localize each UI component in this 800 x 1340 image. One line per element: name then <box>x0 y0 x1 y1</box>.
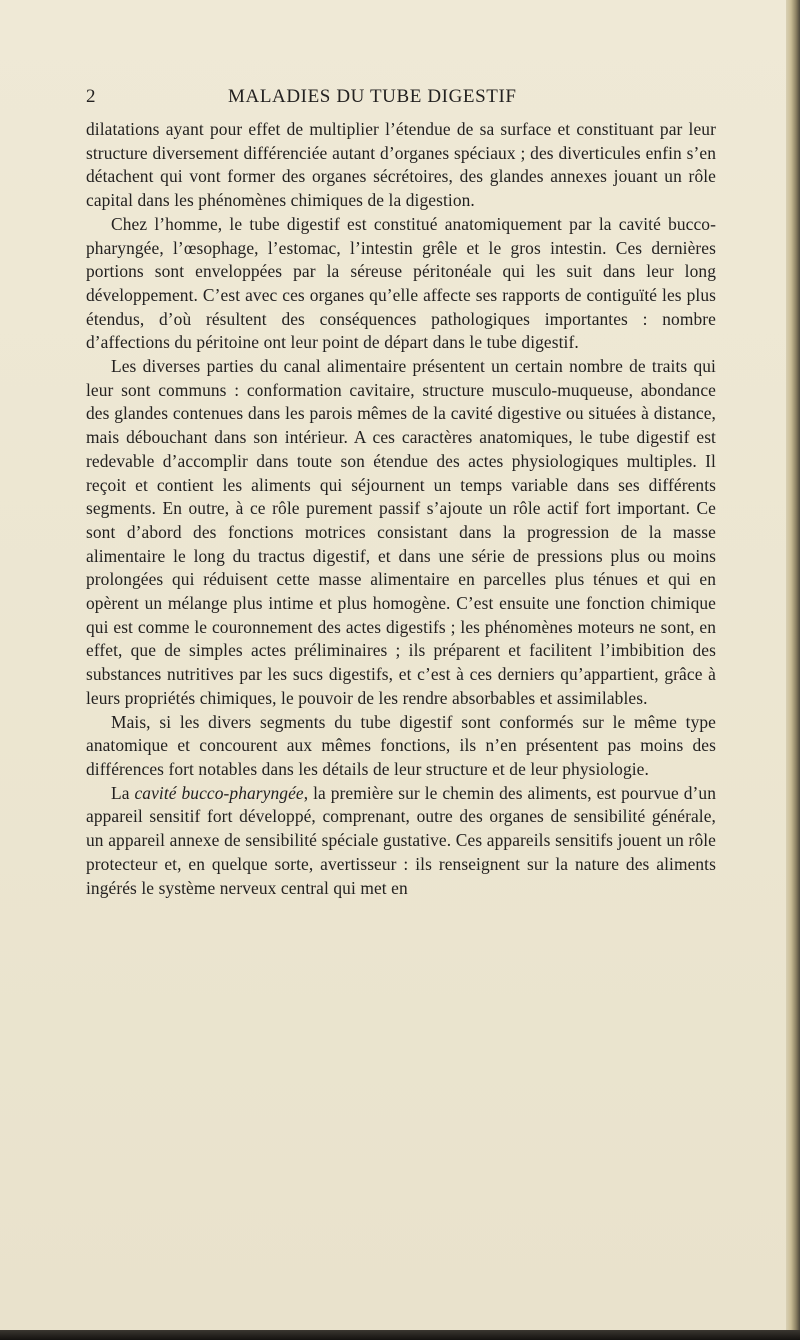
paragraph-lead: La <box>111 782 135 803</box>
paragraph-rest: , la première sur le chemin des aliments, est pourvue d’un appareil sensitif fort développé, comprenant, outre des organes de sensibilité générale, un appareil annexe de sensibilité spéciale gustative. Ces appareils sensitifs jouent un rôle protecteur et, en quelque sorte, avertisseur : ils renseignent sur la nature des aliments ingérés le système nerveux central qui met en <box>86 782 716 898</box>
emphasized-term: cavité bucco-pharyngée <box>134 782 304 803</box>
page-edge-shadow <box>786 0 800 1330</box>
paragraph: Mais, si les divers segments du tube digestif sont conformés sur le même type anatomique et concourent aux mêmes fonctions, ils n’en présentent pas moins des différences fort notables dans les détails de leur structure et de leur physiologie. <box>86 711 716 779</box>
paragraph: Les diverses parties du canal alimentaire présentent un certain nombre de traits qui leur sont communs : conformation cavitaire, structure musculo-muqueuse, abondance des glandes contenues dans les parois mêmes de la cavité digestive ou situées à distance, mais débouchant dans son intérieur. A ces caractères anatomiques, le tube digestif est redevable d’accomplir dans toute son étendue des actes physiologiques multiples. Il reçoit et contient les aliments qui séjournent un temps variable dans ses différents segments. En outre, à ce rôle purement passif s’ajoute un rôle actif fort important. Ce sont d’abord des fonctions motrices consistant dans la progression de la masse alimentaire le long du tractus digestif, et dans une série de pressions plus ou moins prolongées qui réduisent cette masse alimentaire en parcelles plus ténues et qui en opèrent un mélange plus intime et plus homogène. C’est ensuite une fonction chimique qui est comme le couronnement des actes digestifs ; les phénomènes moteurs ne sont, en effet, que de simples actes préliminaires ; ils préparent et facilitent l’imbibition des substances nutritives par les sucs digestifs, et c’est à ces derniers qu’appartient, grâce à leurs propriétés chimiques, le pouvoir de les rendre absorbables et assimilables. <box>86 356 716 708</box>
paragraph <box>86 782 716 901</box>
scan-bottom-border <box>0 1330 800 1340</box>
paragraph: Chez l’homme, le tube digestif est constitué anatomiquement par la cavité bucco-pharyngée, l’œsophage, l’estomac, l’intestin grêle et le gros intestin. Ces dernières portions sont enveloppées par la séreuse péritonéale qui les suit dans leur long développement. C’est avec ces organes qu’elle affecte ses rapports de contiguïté les plus étendus, d’où résultent des conséquences pathologiques importantes : nombre d’affections du péritoine ont leur point de départ dans le tube digestif. <box>86 213 716 353</box>
page-header <box>86 86 720 110</box>
body-text <box>86 118 716 900</box>
running-title: MALADIES DU TUBE DIGESTIF <box>228 86 517 107</box>
paragraph: dilatations ayant pour effet de multiplier l’étendue de sa surface et constituant par leur structure diversement différenciée autant d’organes spéciaux ; des diverticules enfin s’en détachent qui vont former des organes sécrétoires, des glandes annexes jouant un rôle capital dans les phénomènes chimiques de la digestion. <box>86 119 716 211</box>
page-number: 2 <box>86 86 96 107</box>
